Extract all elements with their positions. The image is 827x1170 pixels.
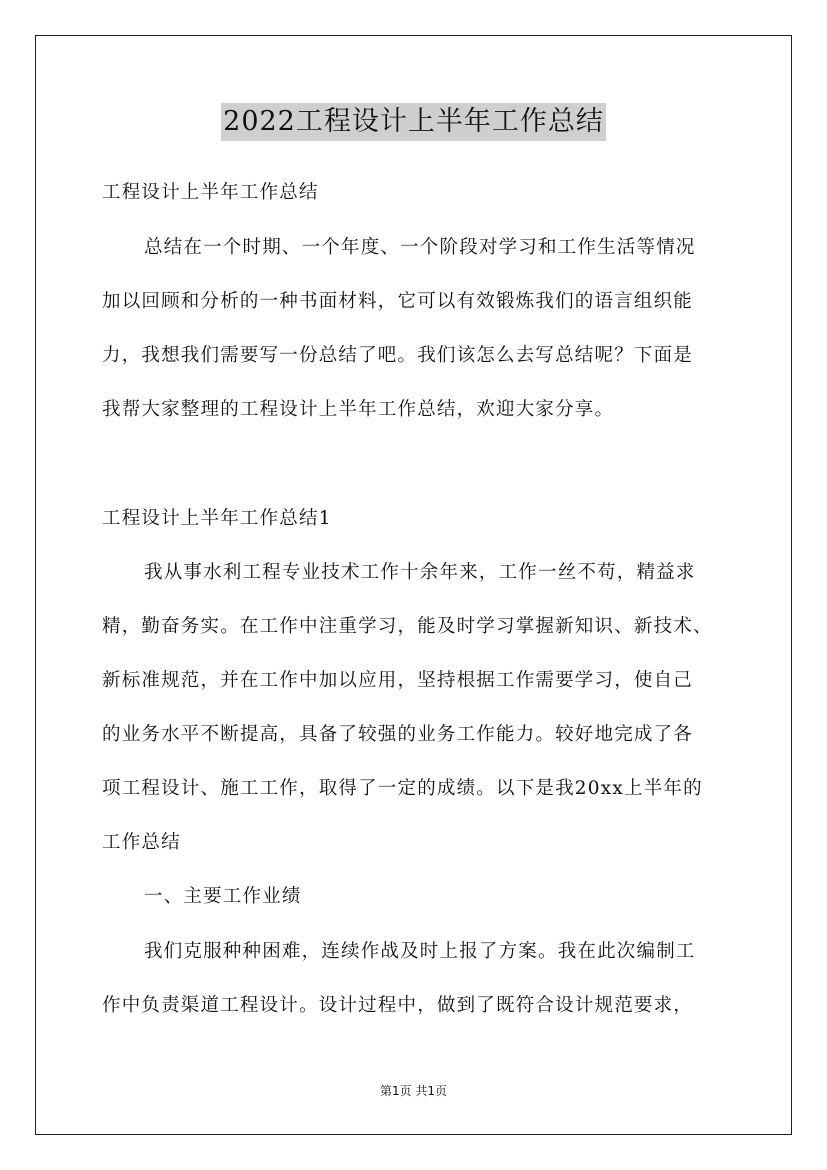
paragraph-line: 加以回顾和分析的一种书面材料，它可以有效锻炼我们的语言组织能 (102, 291, 694, 312)
paragraph-line: 作中负责渠道工程设计。设计过程中，做到了既符合设计规范要求， (102, 995, 694, 1016)
subtitle-line: 工程设计上半年工作总结 (102, 182, 319, 203)
paragraph-line: 精，勤奋务实。在工作中注重学习，能及时学习掌握新知识、新技术、 (102, 616, 713, 637)
subsection-heading: 一、主要工作业绩 (144, 886, 302, 907)
paragraph-line: 总结在一个时期、一个年度、一个阶段对学习和工作生活等情况 (144, 237, 696, 258)
paragraph-line: 项工程设计、施工工作，取得了一定的成绩。以下是我20xx上半年的 (102, 778, 703, 799)
paragraph-line: 我帮大家整理的工程设计上半年工作总结，欢迎大家分享。 (102, 399, 615, 420)
paragraph-line: 的业务水平不断提高，具备了较强的业务工作能力。较好地完成了各 (102, 724, 694, 745)
section-heading: 工程设计上半年工作总结1 (102, 508, 332, 529)
paragraph-line: 力，我想我们需要写一份总结了吧。我们该怎么去写总结呢？下面是 (102, 345, 694, 366)
paragraph-line: 我从事水利工程专业技术工作十余年来，工作一丝不苟，精益求 (144, 562, 696, 583)
paragraph-line: 新标准规范，并在工作中加以应用，坚持根据工作需要学习，使自己 (102, 670, 694, 691)
document-title: 2022工程设计上半年工作总结 (221, 103, 606, 141)
paragraph-line: 我们克服种种困难，连续作战及时上报了方案。我在此次编制工 (144, 941, 696, 962)
page-number-footer: 第1页 共1页 (379, 1084, 448, 1098)
title-container (0, 103, 827, 141)
paragraph-line: 工作总结 (102, 832, 181, 853)
